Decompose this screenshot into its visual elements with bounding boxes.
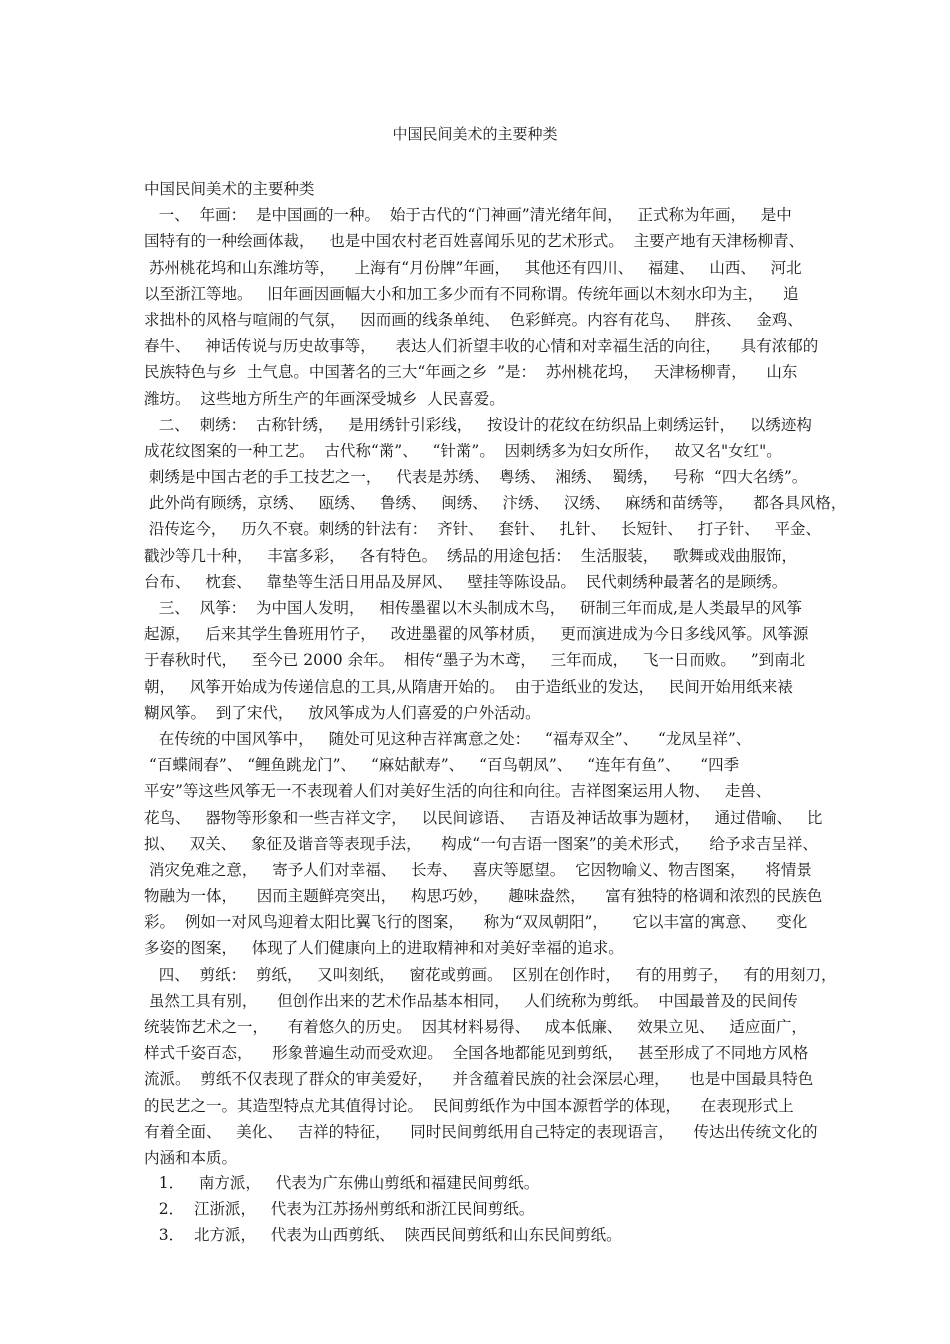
text-line: 民族特色与乡 土气息。中国著名的三大“年画之乡 ”是： 苏州桃花坞， 天津杨柳青， 山东 — [144, 363, 798, 382]
text-line: 有着全面、 美化、 吉祥的特征， 同时民间剪纸用自己特定的表现语言， 传达出传统文化的 — [144, 1122, 818, 1141]
text-line: 刺绣是中国古老的手工技艺之一， 代表是苏绣、 粤绣、 湘绣、 蜀绣， 号称 “四大名绣”。 — [144, 468, 808, 487]
text-line: 在传统的中国风筝中， 随处可见这种吉祥寓意之处： “福寿双全”、 “龙凤呈祥”、 — [144, 729, 752, 748]
text-line: 样式千姿百态， 形象普遍生动而受欢迎。 全国各地都能见到剪纸， 甚至形成了不同地方风格 — [144, 1044, 809, 1063]
text-line: 统装饰艺术之一， 有着悠久的历史。 因其材料易得、 成本低廉、 效果立见、 适应面广， — [144, 1018, 807, 1036]
text-line: “百蝶闹春”、 “鲤鱼跳龙门”、 “麻姑献寿”、 “百鸟朝凤”、 “连年有鱼”、 “四季 — [144, 756, 740, 775]
text-line: 内涵和本质。 — [144, 1148, 238, 1167]
document-title: 中国民间美术的主要种类 — [392, 125, 558, 143]
text-line: 三、 风筝： 为中国人发明， 相传墨翟以木头制成木鸟， 研制三年而成,是人类最早的风筝 — [144, 599, 802, 617]
text-line: 求拙朴的风格与喧闹的气氛， 因而画的线条单纯、 色彩鲜亮。内容有花鸟、 胖孩、 金鸡、 — [144, 310, 803, 329]
text-line: 一、 年画： 是中国画的一种。 始于古代的“门神画”清光绪年间， 正式称为年画， 是中 — [144, 206, 792, 225]
text-line: 消灾免难之意， 寄予人们对幸福、 长寿、 喜庆等愿望。 它因物喻义、物吉图案， 将情景 — [144, 860, 812, 879]
text-line: 苏州桃花坞和山东潍坊等， 上海有“月份牌”年画， 其他还有四川、 福建、 山西、 河北 — [144, 258, 802, 277]
text-line: 以至浙江等地。 旧年画因画幅大小和加工多少而有不同称谓。传统年画以木刻水印为主， 追 — [144, 284, 799, 303]
text-line: 平安”等这些风筝无一不表现着人们对美好生活的向往和向往。吉祥图案运用人物、 走兽、 — [144, 782, 772, 801]
text-line: 沿传迄今， 历久不衰。刺绣的针法有： 齐针、 套针、 扎针、 长短针、 打子针、 平金、 — [144, 520, 821, 539]
text-line: 潍坊。 这些地方所生产的年画深受城乡 人民喜爱。 — [144, 389, 505, 408]
text-line: 糊风筝。 到了宋代， 放风筝成为人们喜爱的户外活动。 — [144, 703, 541, 722]
document-body — [144, 176, 847, 1249]
text-line: 彩。 例如一对风鸟迎着太阳比翼飞行的图案， 称为“双凤朝阳”， 它以丰富的寓意、 变化 — [144, 913, 808, 932]
text-line: 物融为一体， 因而主题鲜亮突出， 构思巧妙， 趣味盎然， 富有独特的格调和浓烈的民族色 — [144, 887, 823, 906]
list-item: 1． 南方派， 代表为广东佛山剪纸和福建民间剪纸。 — [144, 1174, 540, 1193]
text-line: 多姿的图案， 体现了人们健康向上的进取精神和对美好幸福的追求。 — [144, 939, 624, 958]
text-line: 国特有的一种绘画体裁， 也是中国农村老百姓喜闻乐见的艺术形式。 主要产地有天津杨柳青、 — [144, 232, 805, 251]
text-line: 虽然工具有别， 但创作出来的艺术作品基本相同， 人们统称为剪纸。 中国最普及的民间传 — [144, 991, 798, 1010]
text-line: 起源， 后来其学生鲁班用竹子， 改进墨翟的风筝材质， 更而演进成为今日多线风筝。风筝源 — [144, 625, 809, 644]
list-item: 2． 江浙派， 代表为江苏扬州剪纸和浙江民间剪纸。 — [144, 1199, 535, 1218]
text-line: 二、 刺绣： 古称针绣， 是用绣针引彩线， 按设计的花纹在纺织品上刺绣运针， 以绣迹构 — [144, 415, 812, 434]
text-line: 此外尚有顾绣，京绣、 瓯绣、 鲁绣、 闽绣、 汴绣、 汉绣、 麻绣和苗绣等， 都各具风格， — [144, 494, 847, 513]
text-line: 的民艺之一。其造型特点尤其值得讨论。 民间剪纸作为中国本源哲学的体现， 在表现形式上 — [144, 1096, 794, 1115]
text-line: 戳沙等几十种， 丰富多彩， 各有特色。 绣品的用途包括： 生活服装， 歌舞或戏曲服饰， — [144, 546, 798, 565]
text-line: 春牛、 神话传说与历史故事等， 表达人们祈望丰收的心情和对幸福生活的向往， 具有浓郁的 — [144, 337, 819, 356]
text-line: 花鸟、 器物等形象和一些吉祥文字， 以民间谚语、 吉语及神话故事为题材， 通过借喻、 比 — [144, 808, 823, 827]
section-heading: 中国民间美术的主要种类 — [144, 180, 315, 198]
text-line: 台布、 枕套、 靠垫等生活日用品及屏风、 壁挂等陈设品。 民代刺绣种最著名的是顾绣。 — [144, 572, 788, 591]
text-line: 流派。 剪纸不仅表现了群众的审美爱好， 并含蕴着民族的社会深层心理， 也是中国最具特色 — [144, 1070, 814, 1089]
text-line: 拟、 双关、 象征及谐音等表现手法， 构成“一句吉语一图案”的美术形式， 给予求吉呈祥、 — [144, 834, 818, 853]
list-item: 3． 北方派， 代表为山西剪纸、 陕西民间剪纸和山东民间剪纸。 — [144, 1225, 622, 1244]
text-line: 成花纹图案的一种工艺。 古代称“黹”、 “针黹”。 因刺绣多为妇女所作， 故又名"女红"。 — [144, 441, 782, 460]
text-line: 四、 剪纸： 剪纸， 又叫刻纸， 窗花或剪画。 区别在创作时， 有的用剪子， 有的用刻刀， — [144, 965, 837, 984]
text-line: 朝， 风筝开始成为传递信息的工具,从隋唐开始的。 由于造纸业的发达， 民间开始用纸来裱 — [144, 677, 793, 696]
text-line: 于春秋时代， 至今已 2000 余年。 相传“墨子为木鸢， 三年而成， 飞一日而败。 ”到南北 — [144, 651, 806, 670]
